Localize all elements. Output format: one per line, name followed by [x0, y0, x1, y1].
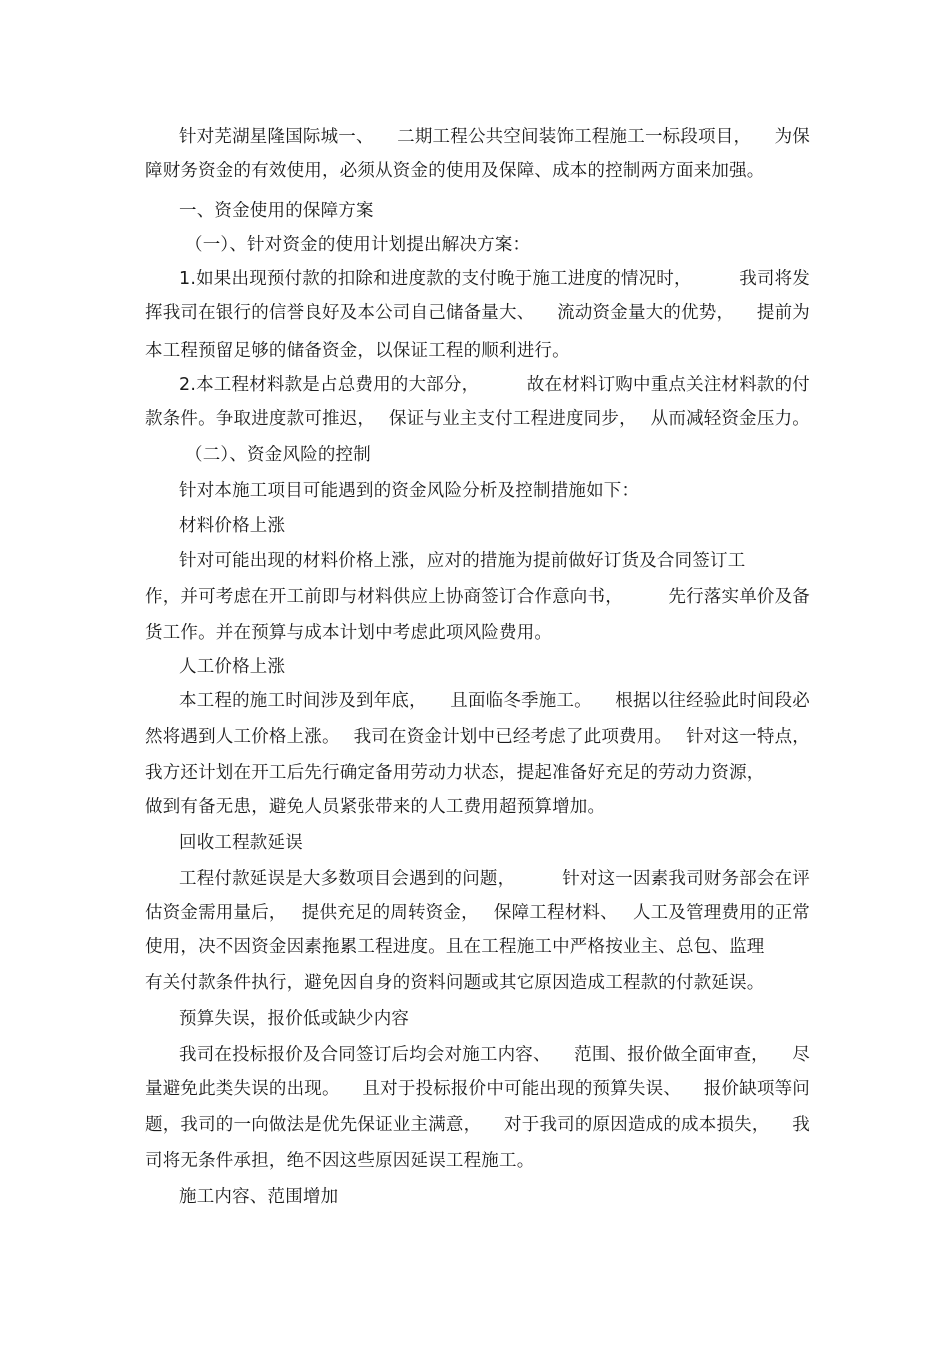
text-span: 从而减轻资金压力。	[650, 409, 810, 429]
text-span: 量避免此类失误的出现。	[145, 1079, 340, 1099]
risk-heading	[179, 1185, 810, 1209]
paragraph-line	[179, 1043, 810, 1067]
text-span: 针对可能出现的材料价格上涨，应对的措施为提前做好订货及合同签订工	[179, 551, 746, 571]
text-span: 挥我司在银行的信誉良好及本公司自己储备量大、	[145, 303, 535, 323]
text-span: 施工内容、范围增加	[179, 1187, 339, 1207]
text-span: 我	[792, 1115, 810, 1135]
text-span: 对于我司的原因造成的成本损失，	[504, 1115, 770, 1135]
paragraph-line	[145, 761, 810, 785]
text-span: 根据以往经验此时间段必	[615, 691, 810, 711]
paragraph-line	[145, 159, 810, 183]
text-span: 然将遇到人工价格上涨。	[145, 727, 340, 747]
text-span: 我司将发	[739, 269, 810, 289]
text-span: 我司在资金计划中已经考虑了此项费用。	[353, 727, 673, 747]
text-span: 我方还计划在开工后先行确定备用劳动力状态，提起准备好充足的劳动力资源，	[145, 763, 765, 783]
paragraph-line	[179, 267, 810, 291]
text-span: 材料价格上涨	[179, 516, 286, 536]
paragraph-line	[145, 1149, 810, 1173]
paragraph-line	[179, 373, 810, 397]
text-span: 提前为	[756, 303, 810, 323]
text-span: 2.本工程材料款是占总费用的大部分，	[179, 375, 480, 395]
text-span: 工程付款延误是大多数项目会遇到的问题，	[179, 869, 516, 889]
paragraph-line	[145, 1113, 810, 1137]
paragraph-line	[145, 795, 810, 819]
text-span: 本工程的施工时间涉及到年底，	[179, 691, 427, 711]
text-span: 针对芜湖星隆国际城一、	[179, 127, 374, 147]
text-span: 流动资金量大的优势，	[557, 303, 735, 323]
text-span: 先行落实单价及备	[668, 587, 810, 607]
text-span: 针对本施工项目可能遇到的资金风险分析及控制措施如下：	[179, 481, 640, 501]
text-span: 故在材料订购中重点关注材料款的付	[526, 375, 810, 395]
section-heading	[179, 199, 810, 223]
paragraph-line	[145, 1077, 810, 1101]
text-span: 司将无条件承担，绝不因这些原因延误工程施工。	[145, 1151, 535, 1171]
text-span: 报价缺项等问	[703, 1079, 810, 1099]
text-span: 针对这一特点，	[686, 727, 810, 747]
text-span: 障财务资金的有效使用，必须从资金的使用及保障、成本的控制两方面来加强。	[145, 161, 765, 181]
text-span: 回收工程款延误	[179, 833, 303, 853]
text-span: 人工及管理费用的正常	[632, 903, 810, 923]
text-span: 保证与业主支付工程进度同步，	[388, 409, 637, 429]
text-span: （一）、针对资金的使用计划提出解决方案：	[185, 235, 531, 255]
risk-heading	[179, 1007, 810, 1031]
text-span: 人工价格上涨	[179, 657, 286, 677]
text-span: 估资金需用量后，	[145, 903, 287, 923]
risk-heading	[179, 514, 810, 538]
subsection-heading	[185, 443, 810, 467]
text-span: 提供充足的周转资金，	[301, 903, 479, 923]
text-span: 有关付款条件执行，避免因自身的资料问题或其它原因造成工程款的付款延误。	[145, 973, 765, 993]
text-span: 款条件。争取进度款可推迟，	[145, 409, 376, 429]
paragraph-line	[145, 585, 810, 609]
text-span: 二期工程公共空间装饰工程施工一标段项目，	[397, 127, 752, 147]
text-span: 1.如果出现预付款的扣除和进度款的支付晚于施工进度的情况时，	[179, 269, 692, 289]
text-span: 作，并可考虑在开工前即与材料供应上协商签订合作意向书，	[145, 587, 623, 607]
paragraph-line	[145, 971, 810, 995]
risk-heading	[179, 831, 810, 855]
text-span: 我司在投标报价及合同签订后均会对施工内容、	[179, 1045, 551, 1065]
paragraph-line	[145, 621, 810, 645]
text-span: 针对这一因素我司财务部会在评	[562, 869, 810, 889]
text-span: 一、资金使用的保障方案	[179, 201, 374, 221]
paragraph-line	[179, 689, 810, 713]
text-span: （二）、资金风险的控制	[185, 445, 371, 465]
text-span: 尽	[792, 1045, 810, 1065]
text-span: 本工程预留足够的储备资金，以保证工程的顺利进行。	[145, 341, 570, 361]
text-span: 范围、报价做全面审查，	[574, 1045, 769, 1065]
paragraph-line	[145, 935, 810, 959]
text-span: 预算失误，报价低或缺少内容	[179, 1009, 410, 1029]
text-span: 且面临冬季施工。	[450, 691, 592, 711]
paragraph-line	[179, 125, 810, 149]
text-span: 题，我司的一向做法是优先保证业主满意，	[145, 1115, 482, 1135]
text-span: 货工作。并在预算与成本计划中考虑此项风险费用。	[145, 623, 553, 643]
paragraph-line	[145, 901, 810, 925]
risk-heading	[179, 655, 810, 679]
text-span: 为保	[774, 127, 810, 147]
paragraph-line	[179, 479, 810, 503]
text-span: 使用，决不因资金因素拖累工程进度。且在工程施工中严格按业主、总包、监理	[145, 937, 765, 957]
paragraph-line	[145, 407, 810, 431]
paragraph-line	[179, 867, 810, 891]
paragraph-line	[145, 725, 810, 749]
paragraph-line	[145, 339, 810, 363]
paragraph-line	[179, 549, 810, 573]
text-span: 保障工程材料、	[493, 903, 618, 923]
text-span: 且对于投标报价中可能出现的预算失误、	[362, 1079, 682, 1099]
paragraph-line	[145, 301, 810, 325]
text-span: 做到有备无患，避免人员紧张带来的人工费用超预算增加。	[145, 797, 606, 817]
subsection-heading	[185, 233, 810, 257]
